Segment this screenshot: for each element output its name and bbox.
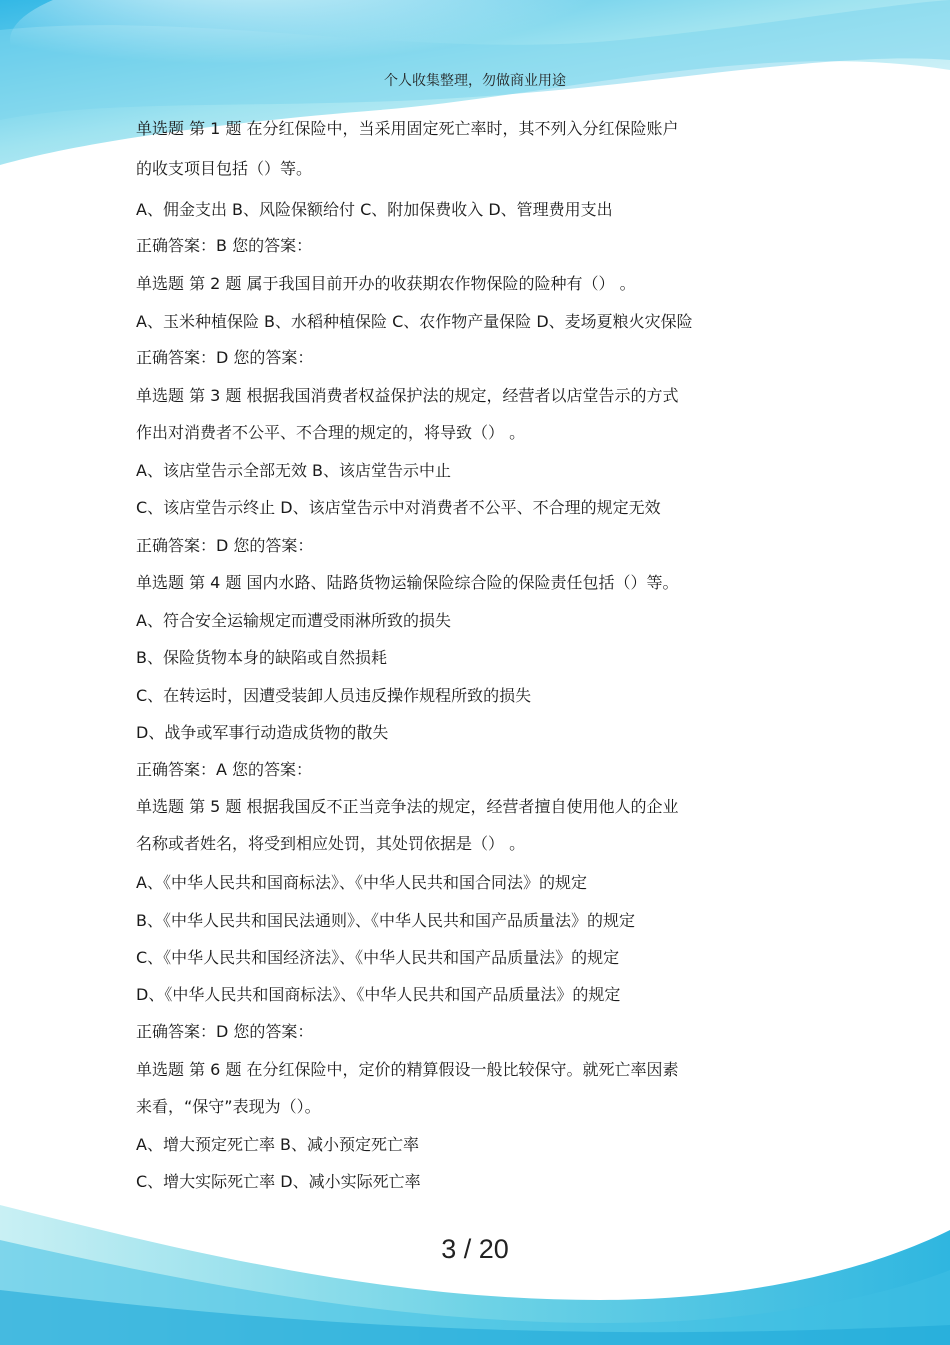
text-line: 作出对消费者不公平、不合理的规定的，将导致（） 。 [136, 423, 526, 442]
option-line: A、玉米种植保险 B、水稻种植保险 C、农作物产量保险 D、麦场夏粮火灾保险 [136, 312, 693, 331]
text-line: 单选题 第 6 题 在分红保险中，定价的精算假设一般比较保守。就死亡率因素 [136, 1060, 679, 1079]
option-line: C、该店堂告示终止 D、该店堂告示中对消费者不公平、不合理的规定无效 [136, 498, 661, 517]
option-line: D、《中华人民共和国商标法》、《中华人民共和国产品质量法》的规定 [136, 985, 621, 1004]
header-note: 个人收集整理，勿做商业用途 [384, 73, 566, 89]
answer-line: 正确答案：D 您的答案： [136, 1022, 314, 1041]
text-line: 的收支项目包括（）等。 [136, 159, 313, 178]
text-line: 单选题 第 4 题 国内水路、陆路货物运输保险综合险的保险责任包括（）等。 [136, 573, 679, 592]
answer-line: 正确答案：A 您的答案： [136, 760, 313, 779]
option-line: A、符合安全运输规定而遭受雨淋所致的损失 [136, 611, 451, 630]
answer-line: 正确答案：B 您的答案： [136, 236, 313, 255]
answer-line: 正确答案：D 您的答案： [136, 536, 314, 555]
text-line: 单选题 第 2 题 属于我国目前开办的收获期农作物保险的险种有（） 。 [136, 274, 636, 293]
option-line: A、增大预定死亡率 B、减小预定死亡率 [136, 1135, 420, 1154]
text-line: 单选题 第 5 题 根据我国反不正当竞争法的规定，经营者擅自使用他人的企业 [136, 797, 679, 816]
text-line: 来看，“保守”表现为（）。 [136, 1097, 321, 1116]
option-line: A、《中华人民共和国商标法》、《中华人民共和国合同法》的规定 [136, 873, 587, 892]
option-line: B、《中华人民共和国民法通则》、《中华人民共和国产品质量法》的规定 [136, 911, 635, 930]
option-line: A、该店堂告示全部无效 B、该店堂告示中止 [136, 461, 452, 480]
text-line: 名称或者姓名，将受到相应处罚，其处罚依据是（） 。 [136, 834, 526, 853]
page-number: 3 / 20 [441, 1234, 509, 1264]
text-line: 单选题 第 3 题 根据我国消费者权益保护法的规定，经营者以店堂告示的方式 [136, 386, 679, 405]
option-line: C、增大实际死亡率 D、减小实际死亡率 [136, 1172, 421, 1191]
option-line: B、保险货物本身的缺陷或自然损耗 [136, 648, 387, 667]
option-line: A、佣金支出 B、风险保额给付 C、附加保费收入 D、管理费用支出 [136, 200, 613, 219]
text-line: 单选题 第 1 题 在分红保险中，当采用固定死亡率时，其不列入分红保险账户 [136, 119, 679, 138]
option-line: C、《中华人民共和国经济法》、《中华人民共和国产品质量法》的规定 [136, 948, 620, 967]
answer-line: 正确答案：D 您的答案： [136, 348, 314, 367]
option-line: D、战争或军事行动造成货物的散失 [136, 723, 389, 742]
option-line: C、在转运时，因遭受装卸人员违反操作规程所致的损失 [136, 686, 532, 705]
